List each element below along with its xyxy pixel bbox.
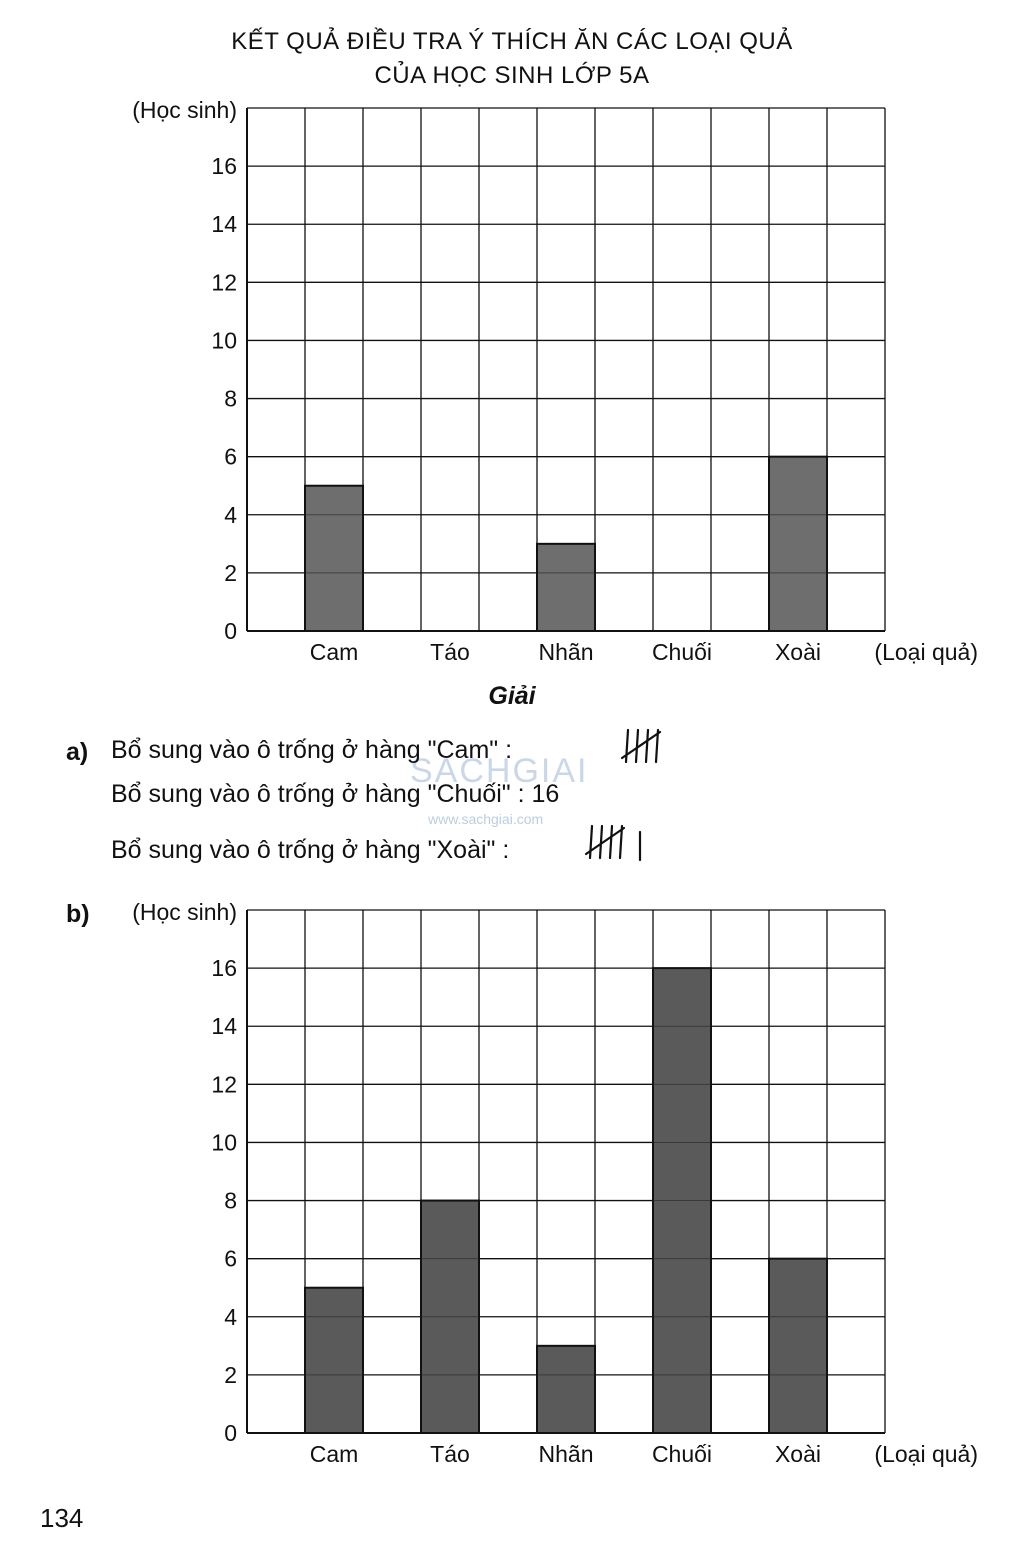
solution-heading: Giải — [488, 682, 536, 710]
chart-b-xtick-label: Nhãn — [538, 1441, 594, 1467]
chart-b-ytick-label: 16 — [211, 955, 237, 982]
chart-b-bar-nhãn — [537, 1346, 595, 1433]
chart-a-ytick-label: 0 — [224, 618, 237, 644]
chart-a-xlabel: (Loại quả) — [874, 639, 978, 665]
chart-b-xlabel: (Loại quả) — [874, 1441, 978, 1467]
chart-b-ytick-label: 4 — [224, 1303, 237, 1330]
chart-b-xtick-label: Táo — [430, 1441, 470, 1467]
chart-a-ytick-label: 16 — [211, 153, 237, 180]
answer-line-chuoi: Bổ sung vào ô trống ở hàng "Chuối" : 16 — [111, 780, 560, 808]
chart-a-bar-cam — [305, 486, 363, 631]
tally-marks-cam — [620, 722, 680, 768]
chart-title-line2: CỦA HỌC SINH LỚP 5A — [374, 62, 650, 89]
chart-a-ytick-label: 2 — [224, 559, 237, 586]
chart-b-bar-cam — [305, 1288, 363, 1433]
chart-a-ytick-label: 14 — [211, 211, 237, 238]
chart-a-xtick-label: Táo — [430, 639, 470, 665]
chart-b — [0, 897, 1024, 1477]
watermark-url: www.sachgiai.com — [428, 811, 544, 827]
chart-a-xtick-label: Chuối — [651, 639, 713, 665]
chart-a-ytick-label: 6 — [224, 443, 237, 470]
chart-b-xtick-label: Chuối — [651, 1441, 713, 1467]
chart-a-xtick-label: Nhãn — [538, 639, 594, 665]
chart-a-bar-nhãn — [537, 544, 595, 631]
chart-a-ylabel: (Học sinh) — [132, 97, 237, 123]
chart-b-ytick-label: 2 — [224, 1361, 237, 1388]
answer-line-xoai: Bổ sung vào ô trống ở hàng "Xoài" : — [111, 836, 510, 864]
chart-a-xtick-label: Cam — [309, 639, 359, 665]
chart-b-ytick-label: 8 — [224, 1187, 237, 1214]
chart-a — [0, 95, 1024, 675]
page-number: 134 — [40, 1503, 84, 1533]
chart-a-ytick-label: 10 — [211, 327, 237, 354]
chart-b-ytick-label: 14 — [211, 1013, 237, 1040]
chart-b-ytick-label: 0 — [224, 1420, 237, 1446]
chart-b-ylabel: (Học sinh) — [132, 899, 237, 925]
part-a-marker: a) — [66, 738, 89, 766]
watermark-logo: SACHGIAI — [410, 752, 589, 790]
chart-b-xtick-label: Cam — [309, 1441, 359, 1467]
chart-a-ytick-label: 8 — [224, 385, 237, 412]
chart-b-ytick-label: 6 — [224, 1245, 237, 1272]
chart-a-ytick-label: 12 — [211, 269, 237, 296]
chart-b-bar-xoài — [769, 1259, 827, 1433]
chart-b-ytick-label: 10 — [211, 1129, 237, 1156]
chart-a-bar-xoài — [769, 457, 827, 631]
chart-a-xtick-label: Xoài — [774, 639, 822, 665]
answer-line-cam: Bổ sung vào ô trống ở hàng "Cam" : — [111, 736, 513, 764]
chart-a-ytick-label: 4 — [224, 501, 237, 528]
tally-marks-xoai — [584, 818, 654, 864]
chart-title-line1: KẾT QUẢ ĐIỀU TRA Ý THÍCH ĂN CÁC LOẠI QUẢ — [231, 28, 793, 55]
chart-b-xtick-label: Xoài — [774, 1441, 822, 1467]
part-b-marker: b) — [66, 900, 90, 928]
chart-b-ytick-label: 12 — [211, 1071, 237, 1098]
